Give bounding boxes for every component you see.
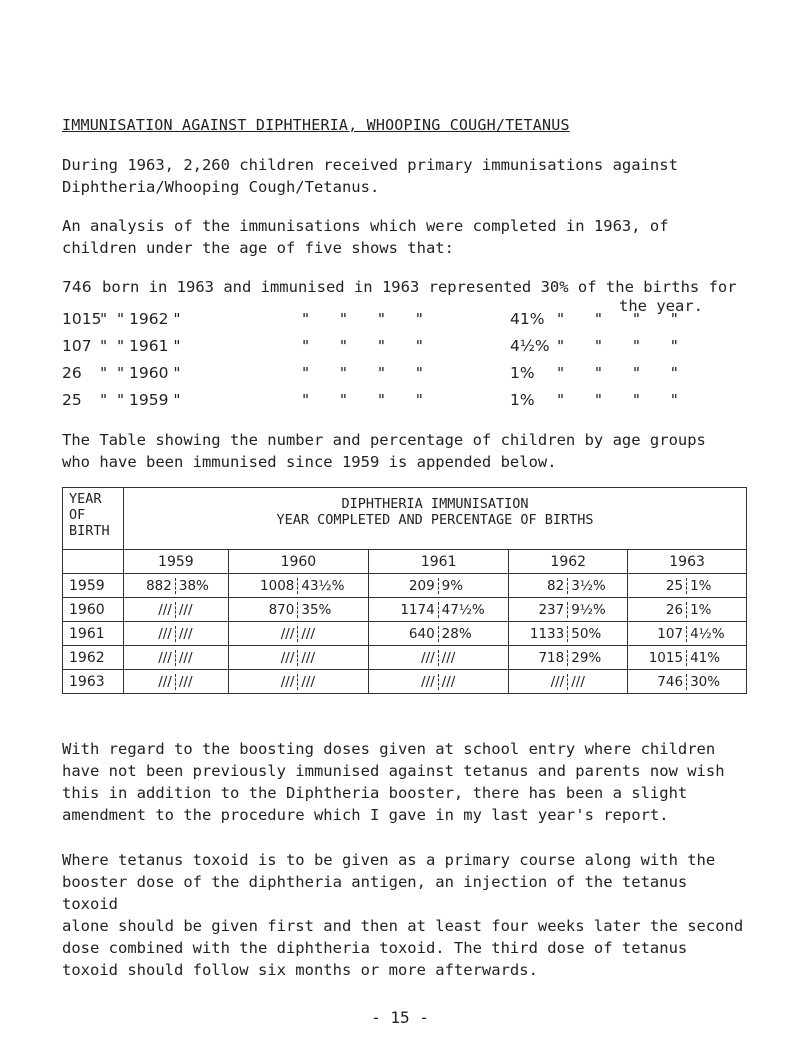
data-cell xyxy=(509,578,627,594)
intro-line: During 1963, 2,260 children received primary immunisations against xyxy=(62,156,678,174)
data-cell xyxy=(628,674,746,690)
cell-percent: 43½% xyxy=(301,577,345,594)
births-count: 26 xyxy=(62,364,82,382)
data-cell xyxy=(124,602,228,618)
births-suffix: the year. xyxy=(619,297,703,315)
births-count: 107 xyxy=(62,337,92,355)
cell-percent: 1% xyxy=(690,577,712,594)
cell-number: /// xyxy=(124,626,176,642)
birth-year-cell: 1962 xyxy=(63,646,124,670)
cell-percent: 9% xyxy=(441,577,464,594)
immunisation-table xyxy=(62,487,747,694)
year-completed-header: 1959 xyxy=(124,550,229,574)
births-ditto: " " 1961 " xyxy=(100,337,181,355)
data-cell xyxy=(369,626,508,642)
table-intro-line: The Table showing the number and percentage of children by age groups xyxy=(62,431,706,449)
cell-number: 82 xyxy=(509,578,568,594)
data-cell xyxy=(369,674,508,690)
births-ditto: " " 1962 " xyxy=(100,310,181,328)
cell-percent: /// xyxy=(441,673,456,690)
cell-percent: /// xyxy=(178,625,193,642)
header-line: YEAR OF xyxy=(69,491,102,523)
year-completed-header: 1961 xyxy=(369,550,509,574)
intro-line: children under the age of five shows that: xyxy=(62,239,454,257)
cell-number: 209 xyxy=(369,578,439,594)
main-header xyxy=(124,488,747,550)
cell-number: 746 xyxy=(628,674,687,690)
cell-number: 870 xyxy=(229,602,299,618)
cell-percent: 29% xyxy=(571,649,602,666)
table-row xyxy=(63,622,747,646)
cell-number: /// xyxy=(124,674,176,690)
cell-percent: 47½% xyxy=(441,601,485,618)
cell-percent: /// xyxy=(178,673,193,690)
cell-number: /// xyxy=(369,650,439,666)
data-cell xyxy=(229,650,368,666)
cell-number: 1015 xyxy=(628,650,687,666)
table-header-row xyxy=(63,488,747,550)
cell-number: 1008 xyxy=(229,578,299,594)
data-cell xyxy=(124,674,228,690)
data-cell xyxy=(369,650,508,666)
data-cell xyxy=(229,578,368,594)
intro-line: Diphtheria/Whooping Cough/Tetanus. xyxy=(62,178,380,196)
boosting-paragraph: With regard to the boosting doses given at school entry where children have not been previously immunised against tetanus and parents now wish this in addition to the Diphtheria booster, there has been a slight amendment to the procedure which I gave in my last year's report. xyxy=(62,740,725,824)
year-completed-row xyxy=(63,550,747,574)
births-ditto: " " " " xyxy=(302,364,427,382)
year-of-birth-header xyxy=(63,488,124,550)
cell-percent: /// xyxy=(301,673,316,690)
births-row xyxy=(62,391,742,413)
table-row xyxy=(63,598,747,622)
cell-percent: 35% xyxy=(301,601,332,618)
data-cell xyxy=(628,626,746,642)
birth-year-cell: 1959 xyxy=(63,574,124,598)
births-text: born in 1963 and immunised in 1963 represented 30% of the births for xyxy=(102,278,737,296)
births-ditto: " " 1960 " xyxy=(100,364,181,382)
data-cell xyxy=(124,626,228,642)
births-ditto: " " " " xyxy=(557,337,682,355)
year-completed-header: 1963 xyxy=(628,550,747,574)
cell-number: 1133 xyxy=(509,626,568,642)
cell-number: /// xyxy=(124,602,176,618)
data-cell xyxy=(628,650,746,666)
births-pct: 41% xyxy=(510,310,545,328)
births-ditto: " " " " xyxy=(302,337,427,355)
cell-number: 25 xyxy=(628,578,687,594)
births-count: 746 xyxy=(62,278,92,296)
births-ditto: " " " " xyxy=(302,391,427,409)
cell-number: 882 xyxy=(124,578,176,594)
cell-percent: /// xyxy=(571,673,585,690)
table-row xyxy=(63,646,747,670)
year-completed-header: 1962 xyxy=(509,550,628,574)
empty-cell xyxy=(63,550,124,574)
header-line: BIRTH xyxy=(69,523,110,539)
year-completed-header: 1960 xyxy=(228,550,368,574)
cell-percent: 28% xyxy=(441,625,472,642)
births-ditto: " " " " xyxy=(302,310,427,328)
cell-percent: /// xyxy=(301,625,316,642)
cell-number: 237 xyxy=(509,602,568,618)
page-heading: IMMUNISATION AGAINST DIPHTHERIA, WHOOPING COUGH/TETANUS xyxy=(62,116,570,134)
data-cell xyxy=(509,674,627,690)
header-line: DIPHTHERIA IMMUNISATION xyxy=(341,496,529,512)
births-pct: 4½% xyxy=(510,337,550,355)
data-cell xyxy=(369,578,508,594)
birth-year-cell: 1961 xyxy=(63,622,124,646)
data-cell xyxy=(229,674,368,690)
cell-number: /// xyxy=(229,674,299,690)
tetanus-paragraph: Where tetanus toxoid is to be given as a primary course along with the booster dose of the diphtheria antigen, an injection of the tetanus toxoid alone should be given first and then at least four weeks later the second dose combined with the diphtheria toxoid. The third dose of tetanus toxoid should follow six months or more afterwards. xyxy=(62,851,744,979)
cell-percent: 4½% xyxy=(690,625,725,642)
cell-number: /// xyxy=(509,674,568,690)
data-cell xyxy=(124,650,228,666)
table-row xyxy=(63,670,747,694)
cell-percent: 50% xyxy=(571,625,602,642)
cell-percent: 3½% xyxy=(571,577,606,594)
cell-number: /// xyxy=(229,650,299,666)
cell-number: 107 xyxy=(628,626,687,642)
cell-percent: 9½% xyxy=(571,601,606,618)
cell-percent: /// xyxy=(178,649,193,666)
cell-number: 718 xyxy=(509,650,568,666)
data-cell xyxy=(509,626,627,642)
births-pct: 1% xyxy=(510,364,535,382)
births-count: 1015 xyxy=(62,310,102,328)
table-row xyxy=(63,574,747,598)
cell-percent: 38% xyxy=(178,577,209,594)
birth-year-cell: 1960 xyxy=(63,598,124,622)
births-row xyxy=(62,364,742,386)
cell-percent: 41% xyxy=(690,649,721,666)
table-intro-line: who have been immunised since 1959 is appended below. xyxy=(62,453,557,471)
data-cell xyxy=(628,602,746,618)
cell-percent: /// xyxy=(178,601,193,618)
birth-year-cell: 1963 xyxy=(63,670,124,694)
births-ditto: " " " " xyxy=(557,391,682,409)
data-cell xyxy=(509,650,627,666)
page-number: - 15 - xyxy=(371,1008,429,1027)
cell-percent: 1% xyxy=(690,601,712,618)
data-cell xyxy=(229,626,368,642)
births-ditto: " " 1959 " xyxy=(100,391,181,409)
births-count: 25 xyxy=(62,391,82,409)
intro-line: An analysis of the immunisations which were completed in 1963, of xyxy=(62,217,669,235)
cell-number: 1174 xyxy=(369,602,439,618)
cell-percent: /// xyxy=(441,649,456,666)
data-cell xyxy=(124,578,228,594)
cell-percent: 30% xyxy=(690,673,721,690)
header-line: YEAR COMPLETED AND PERCENTAGE OF BIRTHS xyxy=(276,512,594,528)
births-row xyxy=(62,310,742,332)
cell-percent: /// xyxy=(301,649,316,666)
data-cell xyxy=(628,578,746,594)
births-pct: 1% xyxy=(510,391,535,409)
births-row xyxy=(62,337,742,359)
data-cell xyxy=(369,602,508,618)
cell-number: 640 xyxy=(369,626,439,642)
data-cell xyxy=(509,602,627,618)
cell-number: /// xyxy=(369,674,439,690)
cell-number: /// xyxy=(124,650,176,666)
cell-number: /// xyxy=(229,626,299,642)
data-cell xyxy=(229,602,368,618)
births-ditto: " " " " xyxy=(557,310,682,328)
births-ditto: " " " " xyxy=(557,364,682,382)
cell-number: 26 xyxy=(628,602,687,618)
